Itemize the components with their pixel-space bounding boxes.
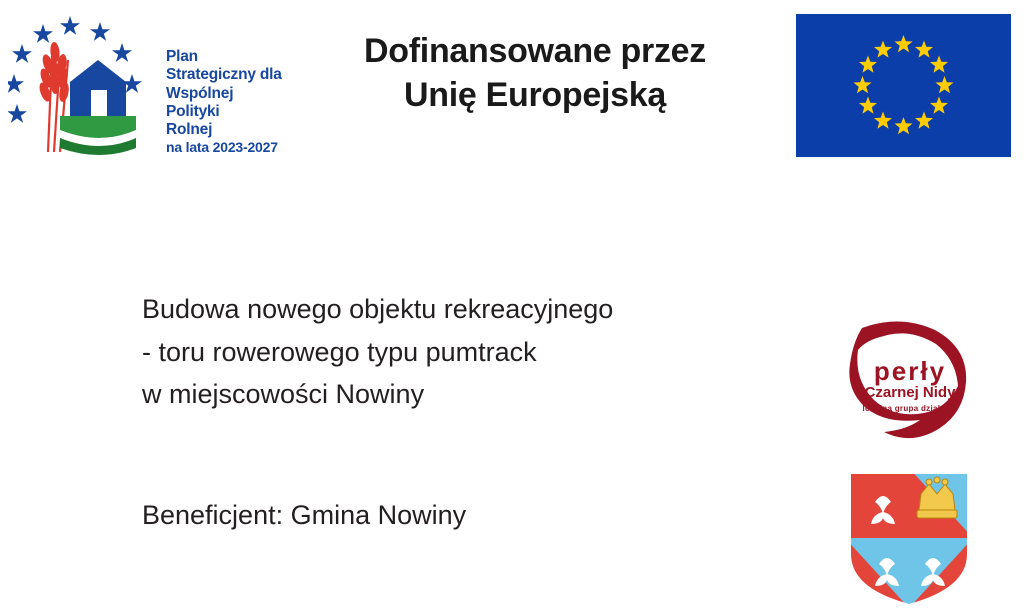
eu-star — [859, 56, 877, 73]
coat-of-arms-nowiny — [845, 468, 973, 608]
psp-line-3: Wspólnej — [166, 84, 234, 102]
project-line-1: Budowa nowego objektu rekreacyjnego — [142, 294, 614, 324]
perly-line-2: Czarnej Nidy — [864, 384, 956, 402]
eu-star — [874, 112, 892, 129]
psp-line-4: Polityki — [166, 102, 220, 120]
perly-shape-icon — [840, 320, 980, 445]
psp-years: na lata 2023-2027 — [166, 139, 278, 156]
wpr-emblem-icon — [8, 12, 158, 162]
eu-star — [853, 76, 871, 93]
perly-czarnej-nidy-logo — [840, 320, 980, 445]
eu-star — [915, 40, 933, 57]
perly-line-1: perły — [873, 356, 947, 387]
eu-star — [894, 35, 912, 52]
house-icon — [70, 60, 126, 116]
header-title-line-1: Dofinansowane przez — [364, 32, 706, 70]
eu-star — [859, 97, 877, 114]
eu-star — [874, 40, 892, 57]
eu-star — [930, 56, 948, 73]
header-title-line-2: Unię Europejską — [404, 75, 666, 114]
plan-strategiczny-wpr-logo — [8, 12, 298, 172]
psp-line-5: Rolnej — [166, 121, 213, 139]
perly-line-3: lokalna grupa działania — [862, 403, 958, 413]
eu-star — [915, 112, 933, 129]
eu-stars-icon — [796, 14, 1011, 157]
fields-icon — [60, 116, 136, 155]
beneficiary-text: Beneficjent: Gmina Nowiny — [142, 500, 467, 530]
psp-logo-text — [166, 48, 282, 156]
header-title — [300, 30, 770, 117]
project-line-2: - toru rowerowego typu pumtrack — [142, 336, 537, 367]
project-line-3: w miejscowości Nowiny — [142, 379, 425, 410]
psp-line-1: Plan — [166, 48, 198, 65]
psp-line-2: Strategiczny dla — [166, 66, 282, 84]
eu-star — [930, 97, 948, 114]
eu-star — [935, 76, 953, 93]
eu-flag — [796, 14, 1011, 157]
project-description — [142, 288, 802, 416]
eu-star — [894, 117, 912, 134]
